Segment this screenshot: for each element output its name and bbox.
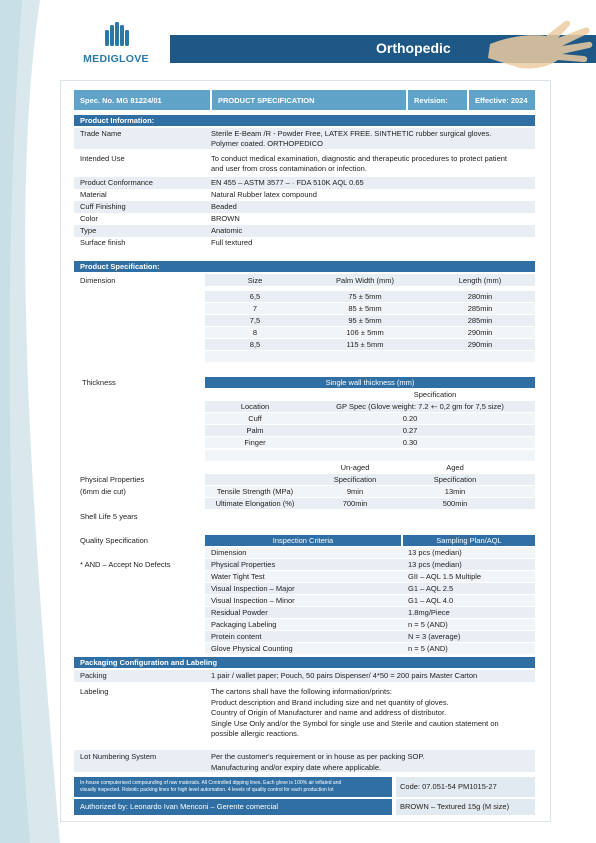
thickness-location-label: Location xyxy=(240,402,270,411)
dimension-row-band xyxy=(205,351,535,362)
aged-specification-label: Specification xyxy=(433,475,477,484)
sampling-plan: G1 – AQL 2.5 xyxy=(408,584,454,593)
info-row-label: Surface finish xyxy=(80,238,126,247)
inspection-criteria-header: Inspection Criteria xyxy=(205,535,401,546)
info-row-band xyxy=(74,201,535,213)
physical-aged-value: 500min xyxy=(442,499,468,508)
inspection-criterion: Visual Inspection – Minor xyxy=(211,596,295,605)
dimension-column-header: Palm Width (mm) xyxy=(336,276,394,285)
physical-unaged-value: 9min xyxy=(346,487,364,496)
info-row-value: Natural Rubber latex compound xyxy=(211,190,317,199)
thickness-gp-spec: GP Spec (Glove weight: 7.2 +- 0,2 gm for 7,5 size) xyxy=(336,402,504,411)
packing-label: Packing xyxy=(80,671,107,680)
labeling-line: Product description and Brand including size and net quantity of gloves. xyxy=(211,697,449,707)
thickness-value: 0.20 xyxy=(402,414,418,423)
spec-number: Spec. No. MG 81224/01 xyxy=(74,90,210,110)
thickness-row-band xyxy=(205,450,535,461)
dimension-cell: 6,5 xyxy=(249,292,261,301)
info-row-label: Product Conformance xyxy=(80,178,153,187)
thickness-header: Single wall thickness (mm) xyxy=(205,377,535,388)
background-swoosh xyxy=(0,0,60,843)
info-row-value: Polymer coated. ORTHOPEDICO xyxy=(211,138,323,148)
info-row-value: Sterile E-Beam /R - Powder Free, LATEX FREE. SINTHETIC rubber surgical gloves. xyxy=(211,129,492,138)
info-row-value: Beaded xyxy=(211,202,237,211)
sampling-plan-header: Sampling Plan/AQL xyxy=(403,535,535,546)
info-row-value: Anatomic xyxy=(211,226,243,235)
logo xyxy=(76,22,156,68)
sampling-plan: n = 5 (AND) xyxy=(408,620,448,629)
dimension-cell: 285min xyxy=(467,304,493,313)
physical-unaged-value: 700min xyxy=(342,499,368,508)
inspection-criterion: Residual Powder xyxy=(211,608,268,617)
product-variant: BROWN – Textured 15g (M size) xyxy=(396,799,535,815)
dimension-cell: 7 xyxy=(252,304,258,313)
thickness-value: 0.30 xyxy=(402,438,418,447)
physical-property-name: Ultimate Elongation (%) xyxy=(215,499,295,508)
labeling-line: Single Use Only and/or the Symbol for single use and Sterile and caution statement on xyxy=(211,718,499,728)
dimension-label: Dimension xyxy=(80,276,116,285)
labeling-line: The cartons shall have the following information/prints: xyxy=(211,687,392,696)
inspection-criterion: Protein content xyxy=(211,632,262,641)
dimension-column-header: Length (mm) xyxy=(458,276,502,285)
effective-date: Effective: 2024 xyxy=(469,90,535,110)
sampling-plan: 1.8mg/Piece xyxy=(408,608,450,617)
aged-label: Aged xyxy=(446,463,464,472)
info-row-value: Full textured xyxy=(211,238,253,247)
dimension-cell: 115 ± 5mm xyxy=(346,340,384,349)
logo-icon xyxy=(101,22,131,46)
thickness-value: 0.27 xyxy=(402,426,418,435)
dimension-cell: 290min xyxy=(467,328,493,337)
quality-note: * AND – Accept No Defects xyxy=(80,560,171,569)
info-row-label: Material xyxy=(80,190,107,199)
dimension-cell: 280min xyxy=(467,292,493,301)
shelf-life: Shell Life 5 years xyxy=(80,512,138,521)
product-information-heading: Product Information: xyxy=(74,115,535,126)
info-row-value: To conduct medical examination, diagnostic and therapeutic procedures to protect patient xyxy=(211,154,508,163)
sampling-plan: 13 pcs (median) xyxy=(408,560,462,569)
info-row-band xyxy=(74,225,535,237)
physical-property-name: Tensile Strength (MPa) xyxy=(216,487,294,496)
labeling-line: Country of Origin of Manufacturer and name and address of distributor. xyxy=(211,708,447,717)
labeling-label: Labeling xyxy=(80,687,109,696)
lot-numbering-line: Manufacturing and/or expiry date where applicable. xyxy=(211,762,382,772)
glove-icon xyxy=(480,14,596,76)
dimension-cell: 8,5 xyxy=(249,340,261,349)
footer-note-line: visually inspected. Robotic packing lines for high level automation. 4 levels of quality control for each production lot xyxy=(80,786,334,793)
info-row-value: BROWN xyxy=(211,214,240,223)
lot-numbering-label: Lot Numbering System xyxy=(80,752,157,761)
inspection-criterion: Physical Properties xyxy=(211,560,276,569)
inspection-criterion: Glove Physical Counting xyxy=(211,644,293,653)
brand-name: MEDIGLOVE xyxy=(83,53,149,65)
product-specification-heading: Product Specification: xyxy=(74,261,535,272)
inspection-criterion: Visual Inspection – Major xyxy=(211,584,295,593)
dimension-cell: 8 xyxy=(252,328,258,337)
sampling-plan: N = 3 (average) xyxy=(408,632,461,641)
quality-row-band xyxy=(205,547,535,558)
thickness-specification-label: Specification xyxy=(413,390,457,399)
dimension-cell: 85 ± 5mm xyxy=(348,304,382,313)
inspection-criterion: Packaging Labeling xyxy=(211,620,277,629)
info-row-label: Trade Name xyxy=(80,129,122,138)
info-row-label: Intended Use xyxy=(80,154,125,163)
page-title: Orthopedic xyxy=(376,40,451,56)
sampling-plan: n = 5 (AND) xyxy=(408,644,448,653)
dimension-cell: 95 ± 5mm xyxy=(348,316,382,325)
info-row-label: Color xyxy=(80,214,98,223)
info-row-label: Type xyxy=(80,226,97,235)
physical-properties-sublabel: (6mm die cut) xyxy=(80,487,126,496)
unaged-label: Un-aged xyxy=(340,463,370,472)
dimension-cell: 7,5 xyxy=(249,316,261,325)
spec-bar xyxy=(74,90,535,110)
authorized-by: Authorized by: Leonardo Ivan Menconi – Gerente comercial xyxy=(74,799,392,815)
sampling-plan: GII – AQL 1.5 Multiple xyxy=(408,572,482,581)
packaging-heading: Packaging Configuration and Labeling xyxy=(74,657,535,668)
header xyxy=(0,0,596,80)
inspection-criterion: Dimension xyxy=(211,548,247,557)
labeling-line: possible allergic reactions. xyxy=(211,729,299,738)
product-spec-label: PRODUCT SPECIFICATION xyxy=(212,90,406,110)
sampling-plan: 13 pcs (median) xyxy=(408,548,462,557)
unaged-specification-label: Specification xyxy=(333,475,377,484)
thickness-location: Finger xyxy=(244,438,266,447)
sampling-plan: G1 – AQL 4.0 xyxy=(408,596,454,605)
packing-value: 1 pair / wallet paper; Pouch, 50 pairs Dispenser/ 4*50 = 200 pairs Master Carton xyxy=(211,671,478,680)
thickness-location: Palm xyxy=(246,426,264,435)
footer-note-line: In-house computerised compounding of raw materials. All Controlled dipping lines. Each glove is 100% air inflated and xyxy=(80,780,342,786)
info-row-value: and user from cross contamination or infection. xyxy=(211,163,367,173)
thickness-label: Thickness xyxy=(82,378,116,387)
quality-specification-label: Quality Specification xyxy=(80,536,148,545)
physical-aged-value: 13min xyxy=(444,487,466,496)
inspection-criterion: Water Tight Test xyxy=(211,572,265,581)
dimension-cell: 285min xyxy=(467,316,493,325)
info-row-value: EN 455 – ASTM 3577 – · FDA 510K AQL 0.65 xyxy=(211,178,364,187)
info-row-label: Cuff Finishing xyxy=(80,202,126,211)
revision-label: Revision: xyxy=(408,90,467,110)
thickness-location: Cuff xyxy=(248,414,262,423)
footer-note xyxy=(74,777,392,797)
dimension-cell: 75 ± 5mm xyxy=(348,292,382,301)
lot-numbering-line: Per the customer's requirement or in house as per packing SOP. xyxy=(211,752,425,761)
document-code: Code: 07.051-54 PM1015-27 xyxy=(396,777,535,797)
dimension-column-header: Size xyxy=(247,276,263,285)
dimension-cell: 290min xyxy=(467,340,493,349)
dimension-cell: 106 ± 5mm xyxy=(346,328,384,337)
physical-properties-label: Physical Properties xyxy=(80,475,145,484)
